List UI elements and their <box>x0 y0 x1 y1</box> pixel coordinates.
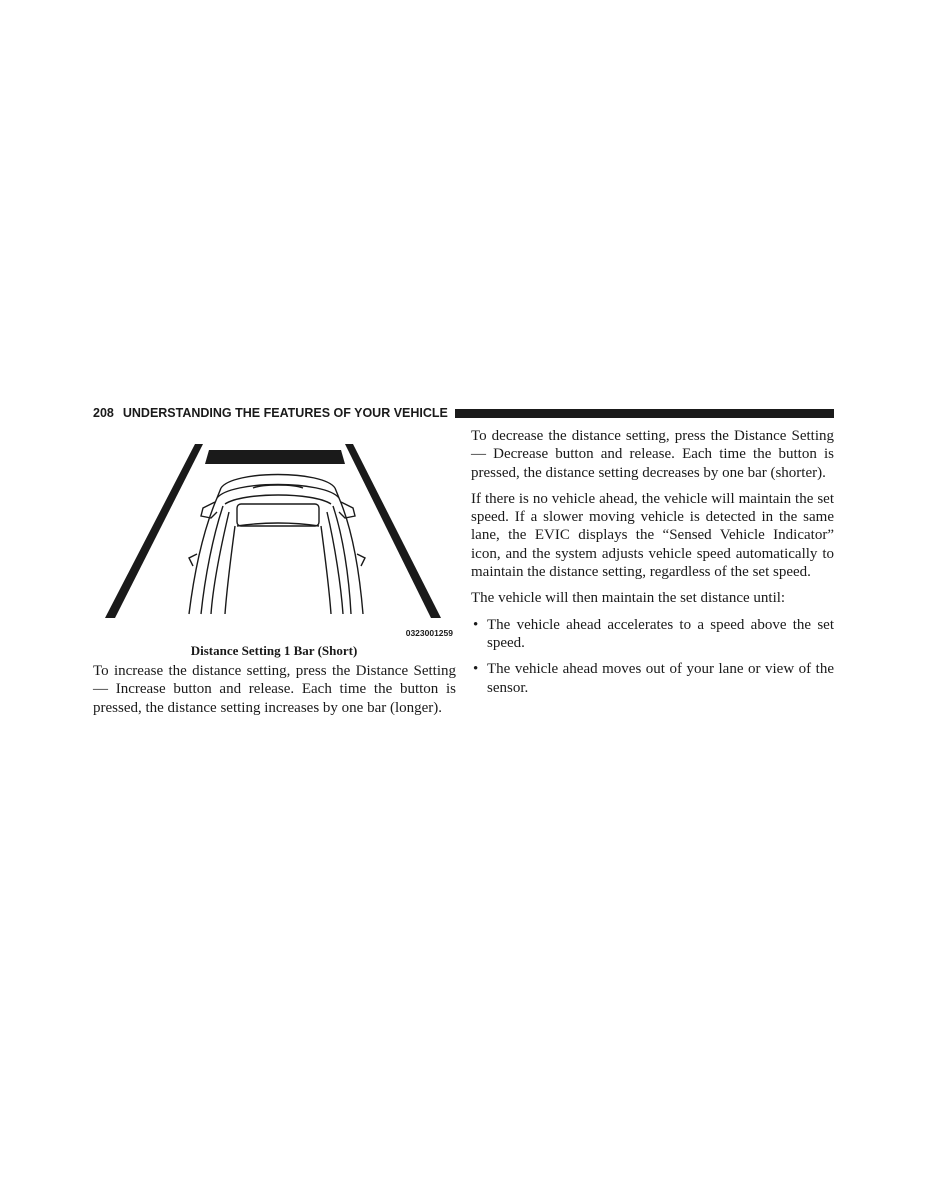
paragraph: To increase the distance setting, press the Distance Setting — Increase button and release. Each time the button is pressed, the distance setting increases by one bar (longer). <box>93 663 456 716</box>
page-header <box>93 404 834 422</box>
paragraph: To decrease the distance setting, press the Distance Setting — Decrease button and release. Each time the button is pressed, the distance setting decreases by one bar (shorter). <box>471 428 834 481</box>
header-title: UNDERSTANDING THE FEATURES OF YOUR VEHICLE <box>122 406 448 420</box>
figure-caption: Distance Setting 1 Bar (Short) <box>190 643 358 658</box>
list-item: • The vehicle ahead accelerates to a speed above the set speed. <box>471 616 834 653</box>
figure-code: 0323001259 <box>405 628 453 638</box>
paragraph: The vehicle will then maintain the set distance until: <box>471 590 786 607</box>
car-outline <box>189 475 365 615</box>
page-number: 208 <box>93 406 114 420</box>
paragraph: If there is no vehicle ahead, the vehicle will maintain the set speed. If a slower moving vehicle is detected in the same lane, the EVIC displays the “Sensed Vehicle Indicator” icon, and the system adjusts vehicle speed automatically to maintain the distance setting, regardless of the set speed. <box>471 490 834 581</box>
distance-setting-figure <box>93 436 455 636</box>
left-lane-line <box>105 444 203 618</box>
bullet-list <box>471 616 834 697</box>
header-rule <box>455 409 834 418</box>
list-item: • The vehicle ahead moves out of your lane or view of the sensor. <box>471 660 834 697</box>
distance-bar <box>205 450 345 464</box>
vehicle-illustration <box>93 436 455 636</box>
right-column <box>471 427 834 705</box>
right-lane-line <box>345 444 441 618</box>
left-column <box>93 662 456 725</box>
